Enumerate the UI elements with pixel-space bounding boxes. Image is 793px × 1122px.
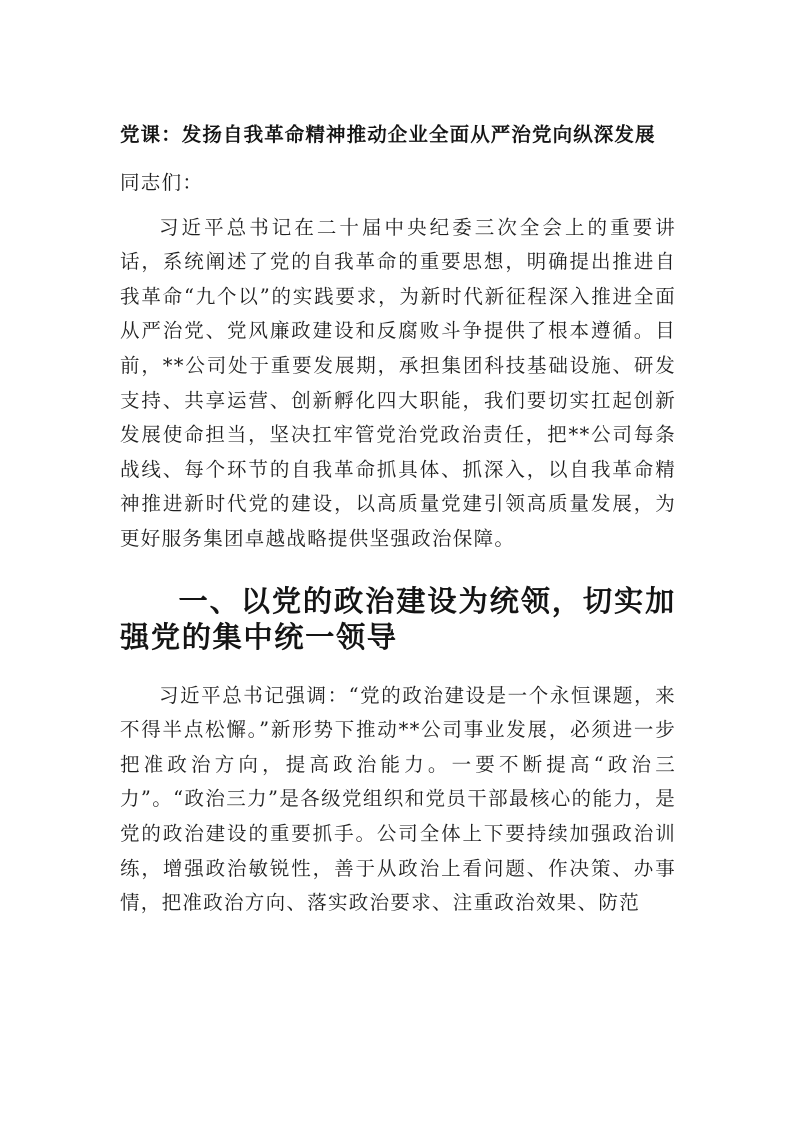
salutation: 同志们： (120, 171, 204, 194)
section-heading-1: 一、以党的政治建设为统领，切实加强党的集中统一领导 (120, 583, 676, 654)
document-body (120, 118, 676, 923)
section-1-paragraph: 习近平总书记强调：“党的政治建设是一个永恒课题，来不得半点松懈。”新形势下推动**公司事业发展，必须进一步把准政治方向，提高政治能力。一要不断提高“政治三力”。“政治三力”是各级党组织和党员干部最核心的能力，是党的政治建设的重要抓手。公司全体上下要持续加强政治训练，增强政治敏锐性，善于从政治上看问题、作决策、办事情，把准政治方向、落实政治要求、注重政治效果、防范 (120, 683, 676, 915)
intro-paragraph: 习近平总书记在二十届中央纪委三次全会上的重要讲话，系统阐述了党的自我革命的重要思想，明确提出推进自我革命“九个以”的实践要求，为新时代新征程深入推进全面从严治党、党风廉政建设和反腐败斗争提供了根本遵循。目前，**公司处于重要发展期，承担集团科技基础设施、研发支持、共享运营、创新孵化四大职能，我们要切实扛起创新发展使命担当，坚决扛牢管党治党政治责任，把**公司每条战线、每个环节的自我革命抓具体、抓深入，以自我革命精神推进新时代党的建设，以高质量党建引领高质量发展，为更好服务集团卓越战略提供坚强政治保障。 (120, 215, 676, 550)
document-title: 党课：发扬自我革命精神推动企业全面从严治党向纵深发展 (120, 123, 656, 146)
